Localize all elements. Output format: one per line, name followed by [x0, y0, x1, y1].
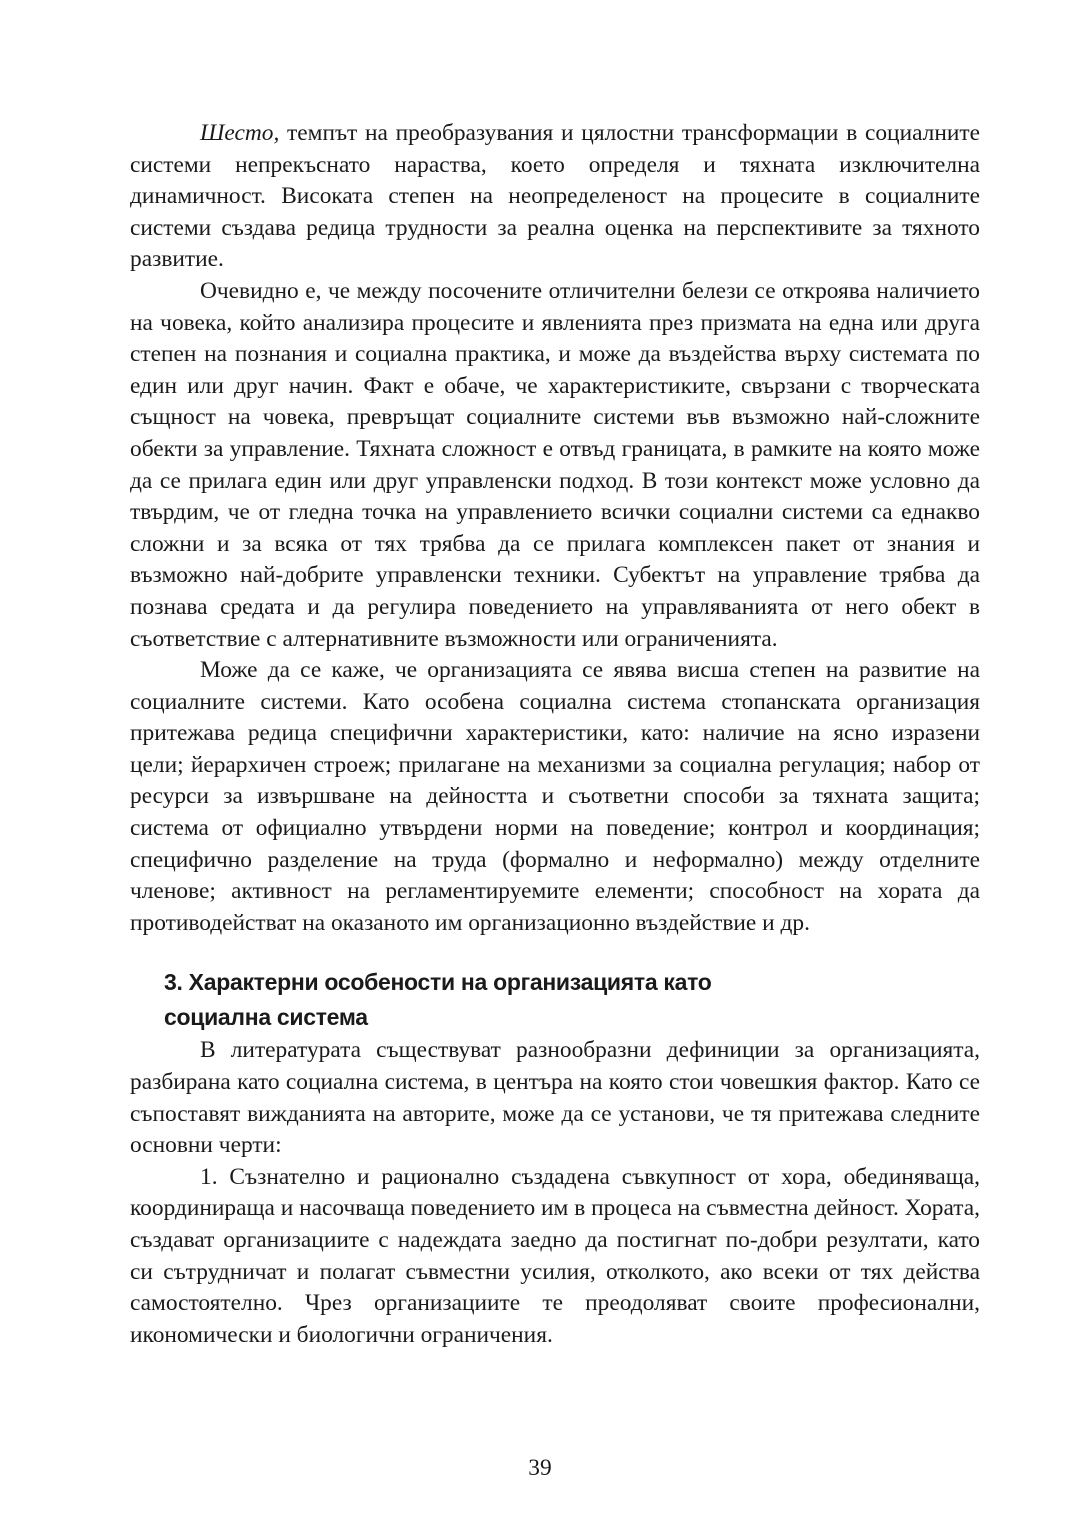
page-body: [130, 118, 980, 1351]
paragraph-sixth: [130, 118, 980, 276]
paragraph-lead-word: Шесто,: [200, 120, 280, 146]
paragraph-organization-characteristics: Може да се каже, че организацията се явява висша степен на развитие на социалните системи. Като особена социална система стопанската организация притежава редица специфични характеристики, като: наличие на ясно изразени цели; йерархичен строеж; прилагане на механизми за социална регулация; набор от ресурси за извършване на дейността и съответни способи за тяхната защита; система от официално утвърдени норми на поведение; контрол и координация; специфично разделение на труда (формално и неформално) между отделните членове; активност на регламентируемите елементи; способност на хората да противодействат на оказаното им организационно въздействие и др.: [130, 657, 980, 936]
page-number: 39: [528, 1455, 552, 1481]
paragraph-trait-1: 1. Съзнателно и рационално създадена съвкупност от хора, обединяваща, координираща и насочваща поведението им в процеса на съвместна дейност. Хората, създават организациите с надеждата заедно да постигнат по-добри резултати, като си сътрудничат и полагат съвместни усилия, отколкото, ако всеки от тях действа самостоятелно. Чрез организациите те преодоляват своите професионални, икономически и биологични ограничения.: [130, 1163, 980, 1348]
paragraph-literature-definitions: В литературата съществуват разнообразни дефиниции за организацията, разбирана като социална система, в центъра на която стои човешкия фактор. Като се съпоставят вижданията на авторите, може да се установи, че тя притежава следните основни черти:: [130, 1037, 980, 1159]
paragraph-human-factor: Очевидно е, че между посочените отличителни белези се откроява наличието на човека, който анализира процесите и явленията през призмата на една или друга степен на познания и социална практика, и може да въздейства върху системата по един или друг начин. Факт е обаче, че характеристиките, свързани с творческата същност на човека, превръщат социалните системи във възможно най-сложните обекти за управление. Тяхната сложност е отвъд границата, в рамките на която може да се прилага един или друг управленски подход. В този контекст може условно да твърдим, че от гледна точка на управлението всички социални системи са еднакво сложни и за всяка от тях трябва да се прилага комплексен пакет от знания и възможно най-добрите управленски техники. Субектът на управление трябва да познава средата и да регулира поведението на управляванията от него обект в съответствие с алтернативните възможности или ограниченията.: [130, 277, 980, 652]
section-heading: [130, 965, 980, 1035]
paragraph-text: темпът на преобразувания и цялостни трансформации в социалните системи непрекъснато нараства, което определя и тяхната изключителна динамичност. Високата степен на неопределеност на процесите в социалните системи създава редица трудности за реална оценка на перспективите за тяхното развитие.: [130, 120, 980, 273]
section-heading-line-2: социална система: [164, 1004, 368, 1031]
section-heading-line-1: 3. Характерни особености на организацията като: [164, 969, 712, 996]
